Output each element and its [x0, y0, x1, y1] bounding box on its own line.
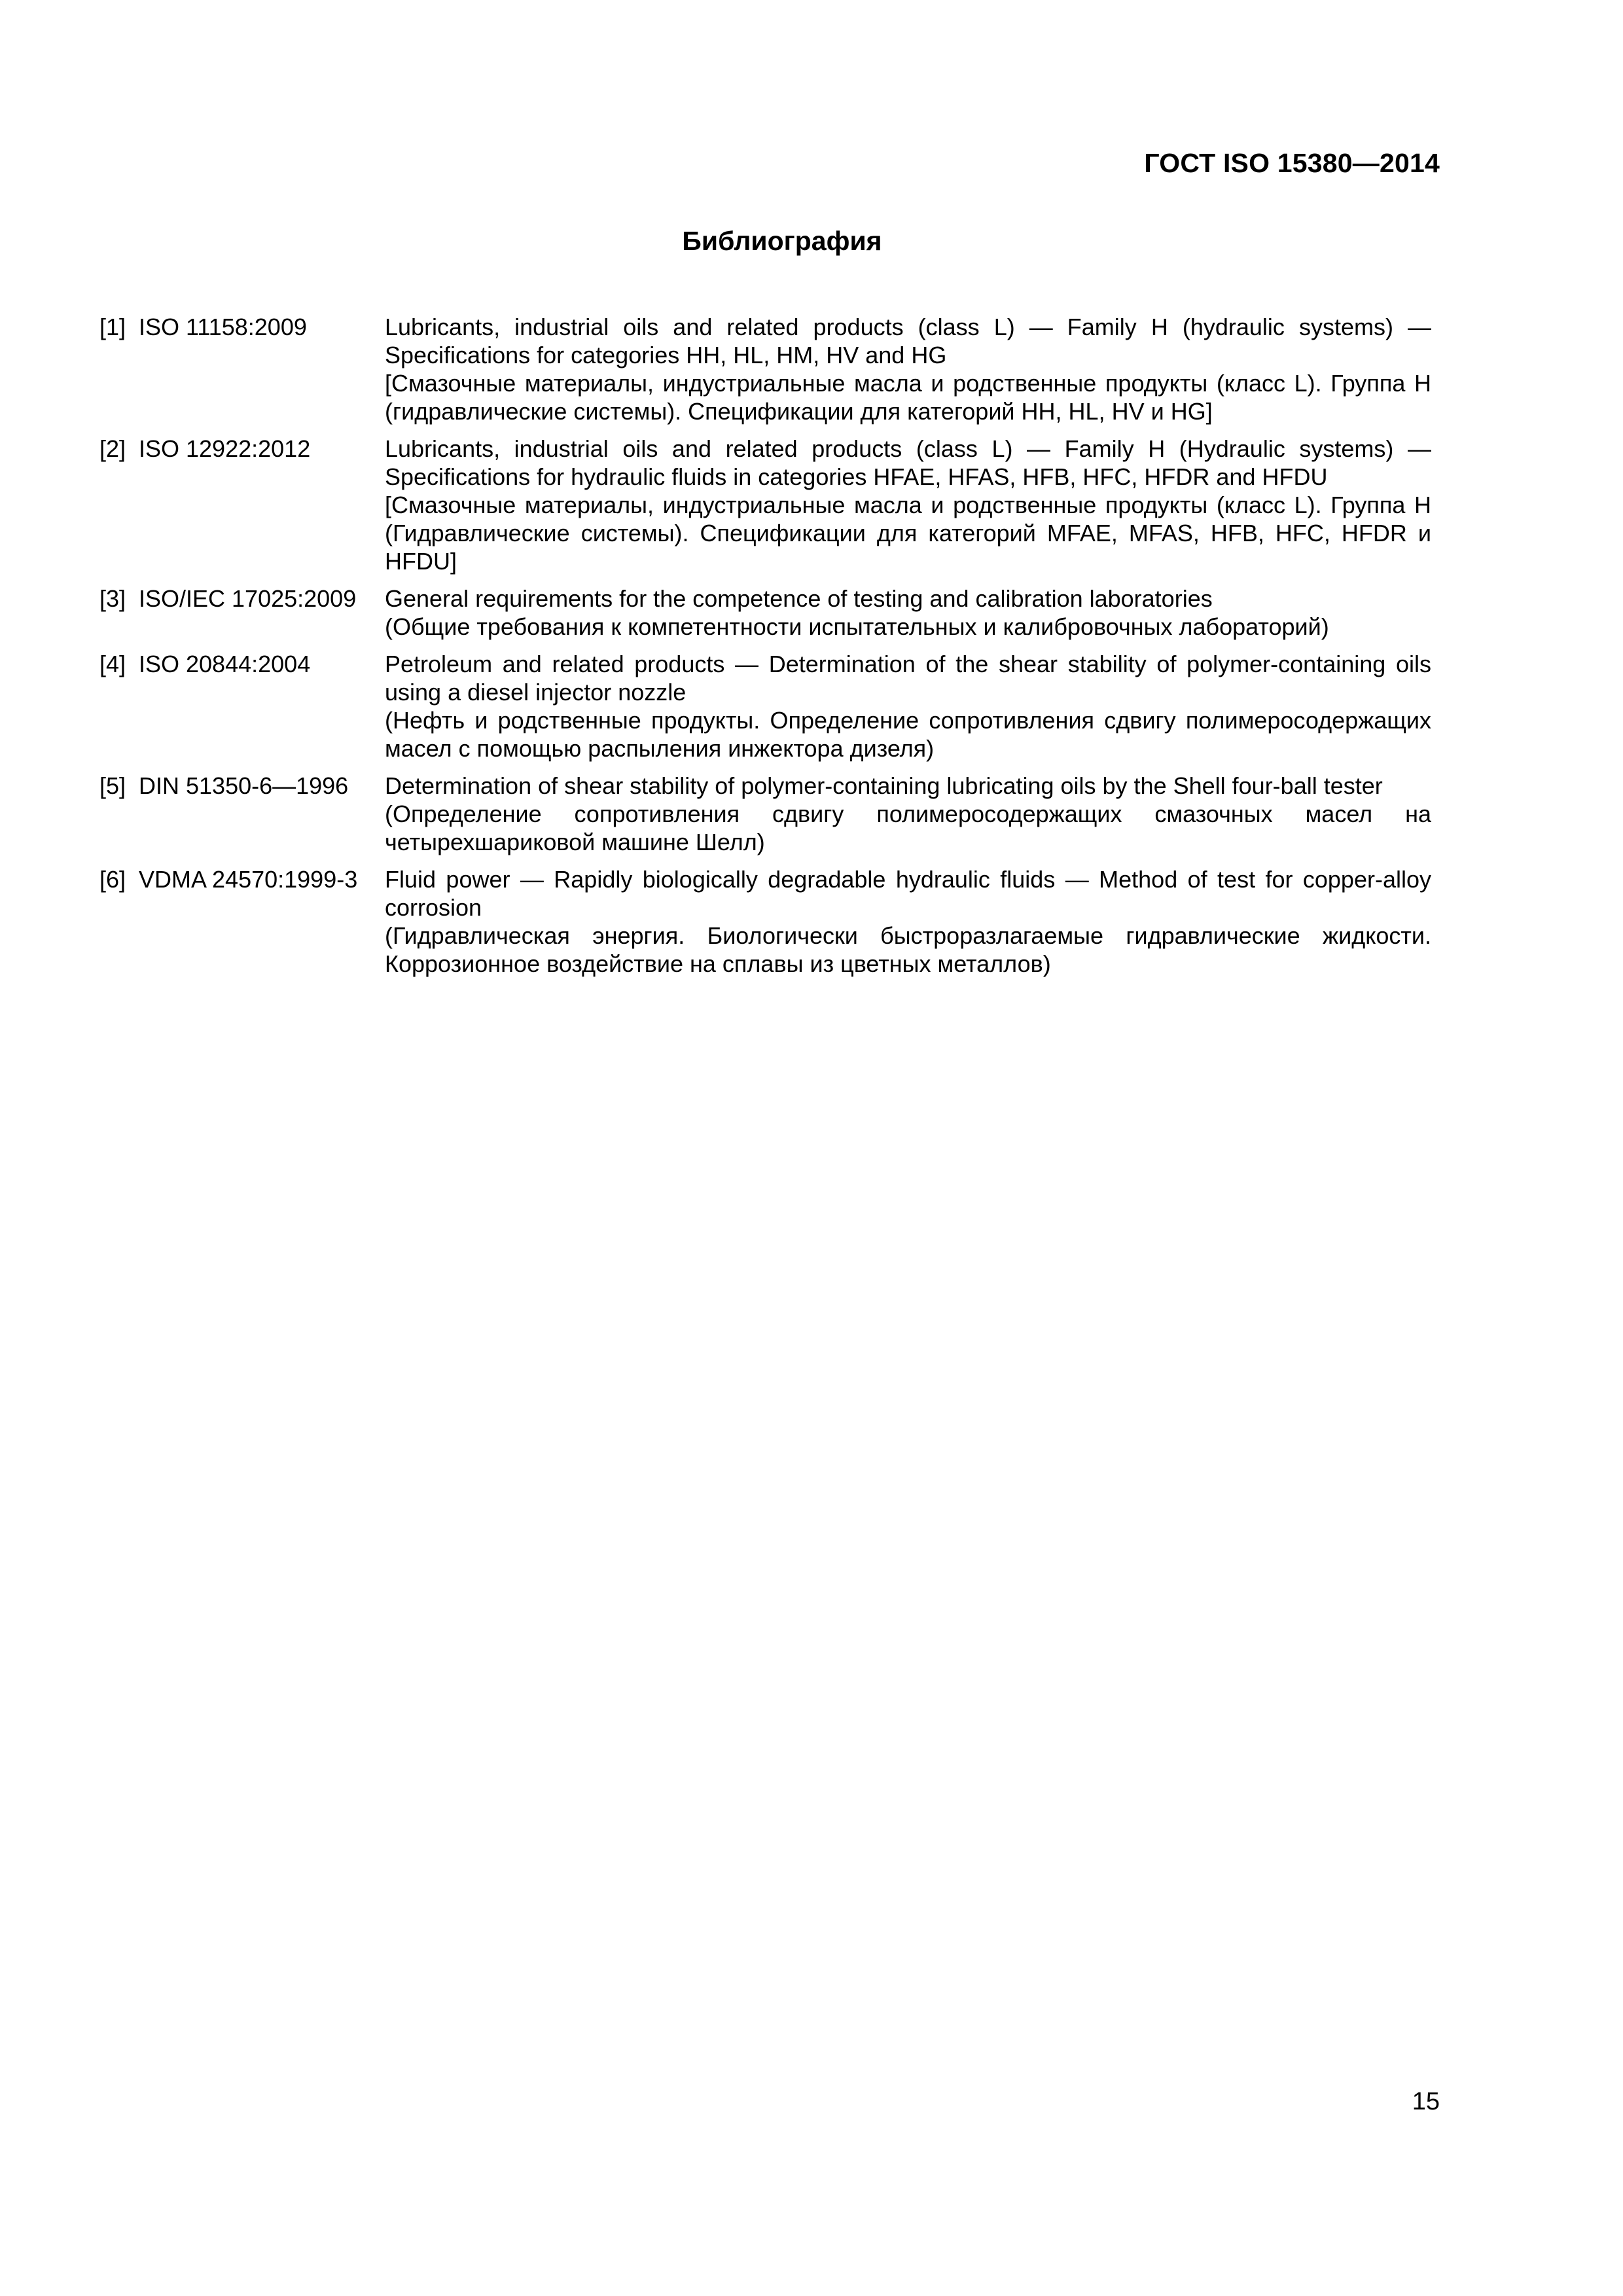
bibliography-entry	[99, 865, 1431, 978]
page-number: 15	[1412, 2088, 1440, 2115]
entry-reference	[99, 435, 385, 463]
entry-number: [6]	[99, 866, 126, 893]
entry-standard-code: ISO 20844:2004	[139, 651, 311, 677]
bibliography-list	[99, 313, 1431, 987]
bibliography-entry	[99, 772, 1431, 856]
entry-title-russian: [Смазочные материалы, индустриальные масла и родственные продукты (класс L). Группа Н (гидравлические системы). Спецификации для категорий НН, HL, HV и HG]	[385, 370, 1431, 425]
entry-reference	[99, 865, 385, 893]
entry-title-english: Lubricants, industrial oils and related products (class L) — Family H (Hydraulic systems) — Specifications for hydraulic fluids in categories HFAE, HFAS, HFB, HFC, HFDR and HFDU	[385, 435, 1431, 490]
entry-title-russian: (Нефть и родственные продукты. Определение сопротивления сдвигу полимеросодержащих масел с помощью распыления инжектора дизеля)	[385, 707, 1431, 762]
entry-reference	[99, 772, 385, 800]
entry-title-russian: (Определение сопротивления сдвигу полимеросодержащих смазочных масел на четырехшариковой машине Шелл)	[385, 800, 1431, 855]
entry-reference	[99, 584, 385, 613]
bibliography-entry	[99, 650, 1431, 762]
entry-number: [1]	[99, 314, 126, 340]
entry-text	[385, 865, 1431, 978]
entry-title-english: Petroleum and related products — Determination of the shear stability of polymer-containing oils using a diesel injector nozzle	[385, 651, 1431, 706]
document-code-header: ГОСТ ISO 15380—2014	[1144, 148, 1440, 178]
entry-title-english: Lubricants, industrial oils and related products (class L) — Family H (hydraulic systems) — Specifications for categories HH, HL, HM, HV and HG	[385, 314, 1431, 368]
entry-title-english: Determination of shear stability of polymer-containing lubricating oils by the Shell four-ball tester	[385, 772, 1383, 799]
bibliography-entry	[99, 313, 1431, 425]
entry-number: [3]	[99, 585, 126, 612]
entry-text	[385, 772, 1431, 856]
entry-title-russian: (Гидравлическая энергия. Биологически быстроразлагаемые гидравлические жидкости. Коррозионное воздействие на сплавы из цветных металлов)	[385, 922, 1431, 977]
entry-standard-code: DIN 51350-6—1996	[139, 772, 349, 799]
entry-title-english: General requirements for the competence of testing and calibration laboratories	[385, 585, 1213, 612]
entry-standard-code: VDMA 24570:1999-3	[139, 866, 358, 893]
bibliography-entry	[99, 584, 1431, 641]
entry-text	[385, 650, 1431, 762]
entry-standard-code: ISO/IEC 17025:2009	[139, 585, 357, 612]
entry-reference	[99, 313, 385, 341]
entry-standard-code: ISO 11158:2009	[139, 314, 307, 340]
entry-text	[385, 584, 1431, 641]
entry-text	[385, 435, 1431, 575]
entry-number: [4]	[99, 651, 126, 677]
section-title: Библиография	[682, 226, 882, 256]
entry-title-russian: [Смазочные материалы, индустриальные масла и родственные продукты (класс L). Группа Н (Гидравлические системы). Спецификации для категорий MFAE, MFAS, HFB, HFC, HFDR и HFDU]	[385, 492, 1431, 575]
entry-title-russian: (Общие требования к компетентности испытательных и калибровочных лабораторий)	[385, 613, 1329, 640]
entry-text	[385, 313, 1431, 425]
entry-reference	[99, 650, 385, 678]
entry-number: [2]	[99, 435, 126, 462]
entry-title-english: Fluid power — Rapidly biologically degradable hydraulic fluids — Method of test for copper-alloy corrosion	[385, 866, 1431, 921]
entry-number: [5]	[99, 772, 126, 799]
entry-standard-code: ISO 12922:2012	[139, 435, 311, 462]
bibliography-entry	[99, 435, 1431, 575]
